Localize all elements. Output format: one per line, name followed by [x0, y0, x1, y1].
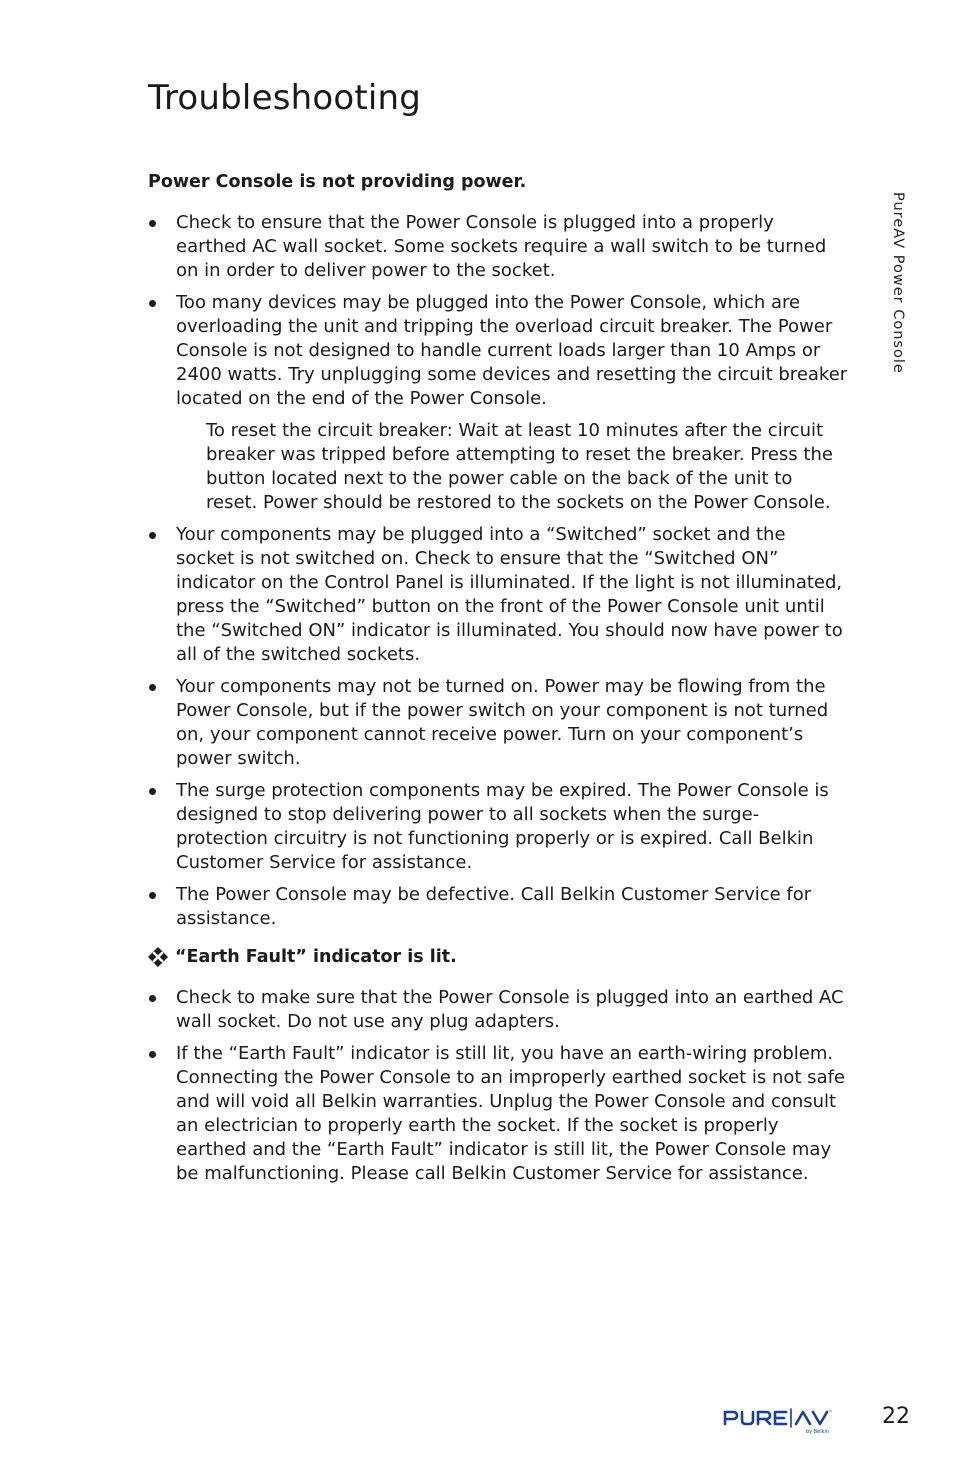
bullet-dot-icon: [149, 892, 156, 899]
bullet-dot-icon: [149, 532, 156, 539]
bullet-dot-icon: [149, 300, 156, 307]
pureav-logo: [722, 1405, 848, 1435]
bullet-dot-icon: [149, 684, 156, 691]
section-heading-earth-fault: [148, 945, 848, 969]
logo-subtext: by Belkin: [806, 1429, 830, 1435]
bullet-list-no-power-continued: [148, 523, 848, 931]
list-item: [148, 523, 848, 667]
list-item-text: Your components may be plugged into a “Switched” socket and the socket is not switched on. Check to ensure that the “Switched ON” indicator on the Control Panel is illuminated. If the light is not illuminated, press the “Switched” button on the front of the Power Console unit until the “Switched ON” indicator is illuminated. You should now have power to all of the switched sockets.: [176, 524, 843, 665]
list-item-text: If the “Earth Fault” indicator is still lit, you have an earth-wiring problem. Connecting the Power Console to an improperly earthed socket is not safe and will void all Belkin warranties. Unplug the Power Console and consult an electrician to properly earth the socket. If the socket is properly earthed and the “Earth Fault” indicator is still lit, the Power Console may be malfunctioning. Please call Belkin Customer Service for assistance.: [176, 1043, 846, 1184]
list-item: [148, 1042, 848, 1186]
list-item-text: Check to ensure that the Power Console is plugged into a properly earthed AC wall socket. Some sockets require a wall switch to be turned on in order to deliver power to the socket.: [176, 212, 827, 281]
main-content: [148, 170, 848, 1194]
list-item: [148, 291, 848, 411]
warning-x-icon: [147, 946, 169, 968]
logo-trademark: ™: [828, 1410, 833, 1416]
list-item: [148, 675, 848, 771]
list-item-text: Your components may not be turned on. Power may be flowing from the Power Console, but if the power switch on your component is not turned on, your component cannot receive power. Turn on your component’s power switch.: [176, 676, 829, 769]
bullet-dot-icon: [149, 788, 156, 795]
list-item: [148, 211, 848, 283]
list-item-text: The surge protection components may be expired. The Power Console is designed to stop delivering power to all sockets when the surge-protection circuitry is not functioning properly or is expired. Call Belkin Customer Service for assistance.: [176, 780, 829, 873]
list-item-text: Check to make sure that the Power Console is plugged into an earthed AC wall socket. Do not use any plug adapters.: [176, 987, 844, 1032]
section-heading-text: “Earth Fault” indicator is lit.: [175, 947, 457, 967]
list-item: [148, 779, 848, 875]
page-number: 22: [882, 1404, 910, 1429]
list-item: [148, 986, 848, 1034]
bullet-list-earth-fault: [148, 986, 848, 1186]
section-heading-no-power: Power Console is not providing power.: [148, 172, 527, 192]
reset-breaker-note: To reset the circuit breaker: Wait at least 10 minutes after the circuit breaker was tripped before attempting to reset the breaker. Press the button located next to the power cable on the back of the unit to reset. Power should be restored to the sockets on the Power Console.: [206, 420, 833, 513]
list-item-text: Too many devices may be plugged into the Power Console, which are overloading the unit and tripping the overload circuit breaker. The Power Console is not designed to handle current loads larger than 10 Amps or 2400 watts. Try unplugging some devices and resetting the circuit breaker located on the end of the Power Console.: [176, 292, 848, 409]
list-item: [148, 883, 848, 931]
list-item-text: The Power Console may be defective. Call Belkin Customer Service for assistance.: [176, 884, 812, 929]
bullet-dot-icon: [149, 220, 156, 227]
bullet-dot-icon: [149, 995, 156, 1002]
bullet-list-no-power: [148, 211, 848, 411]
page-title: Troubleshooting: [148, 78, 422, 118]
side-product-label: PureAV Power Console: [890, 192, 906, 374]
bullet-dot-icon: [149, 1051, 156, 1058]
